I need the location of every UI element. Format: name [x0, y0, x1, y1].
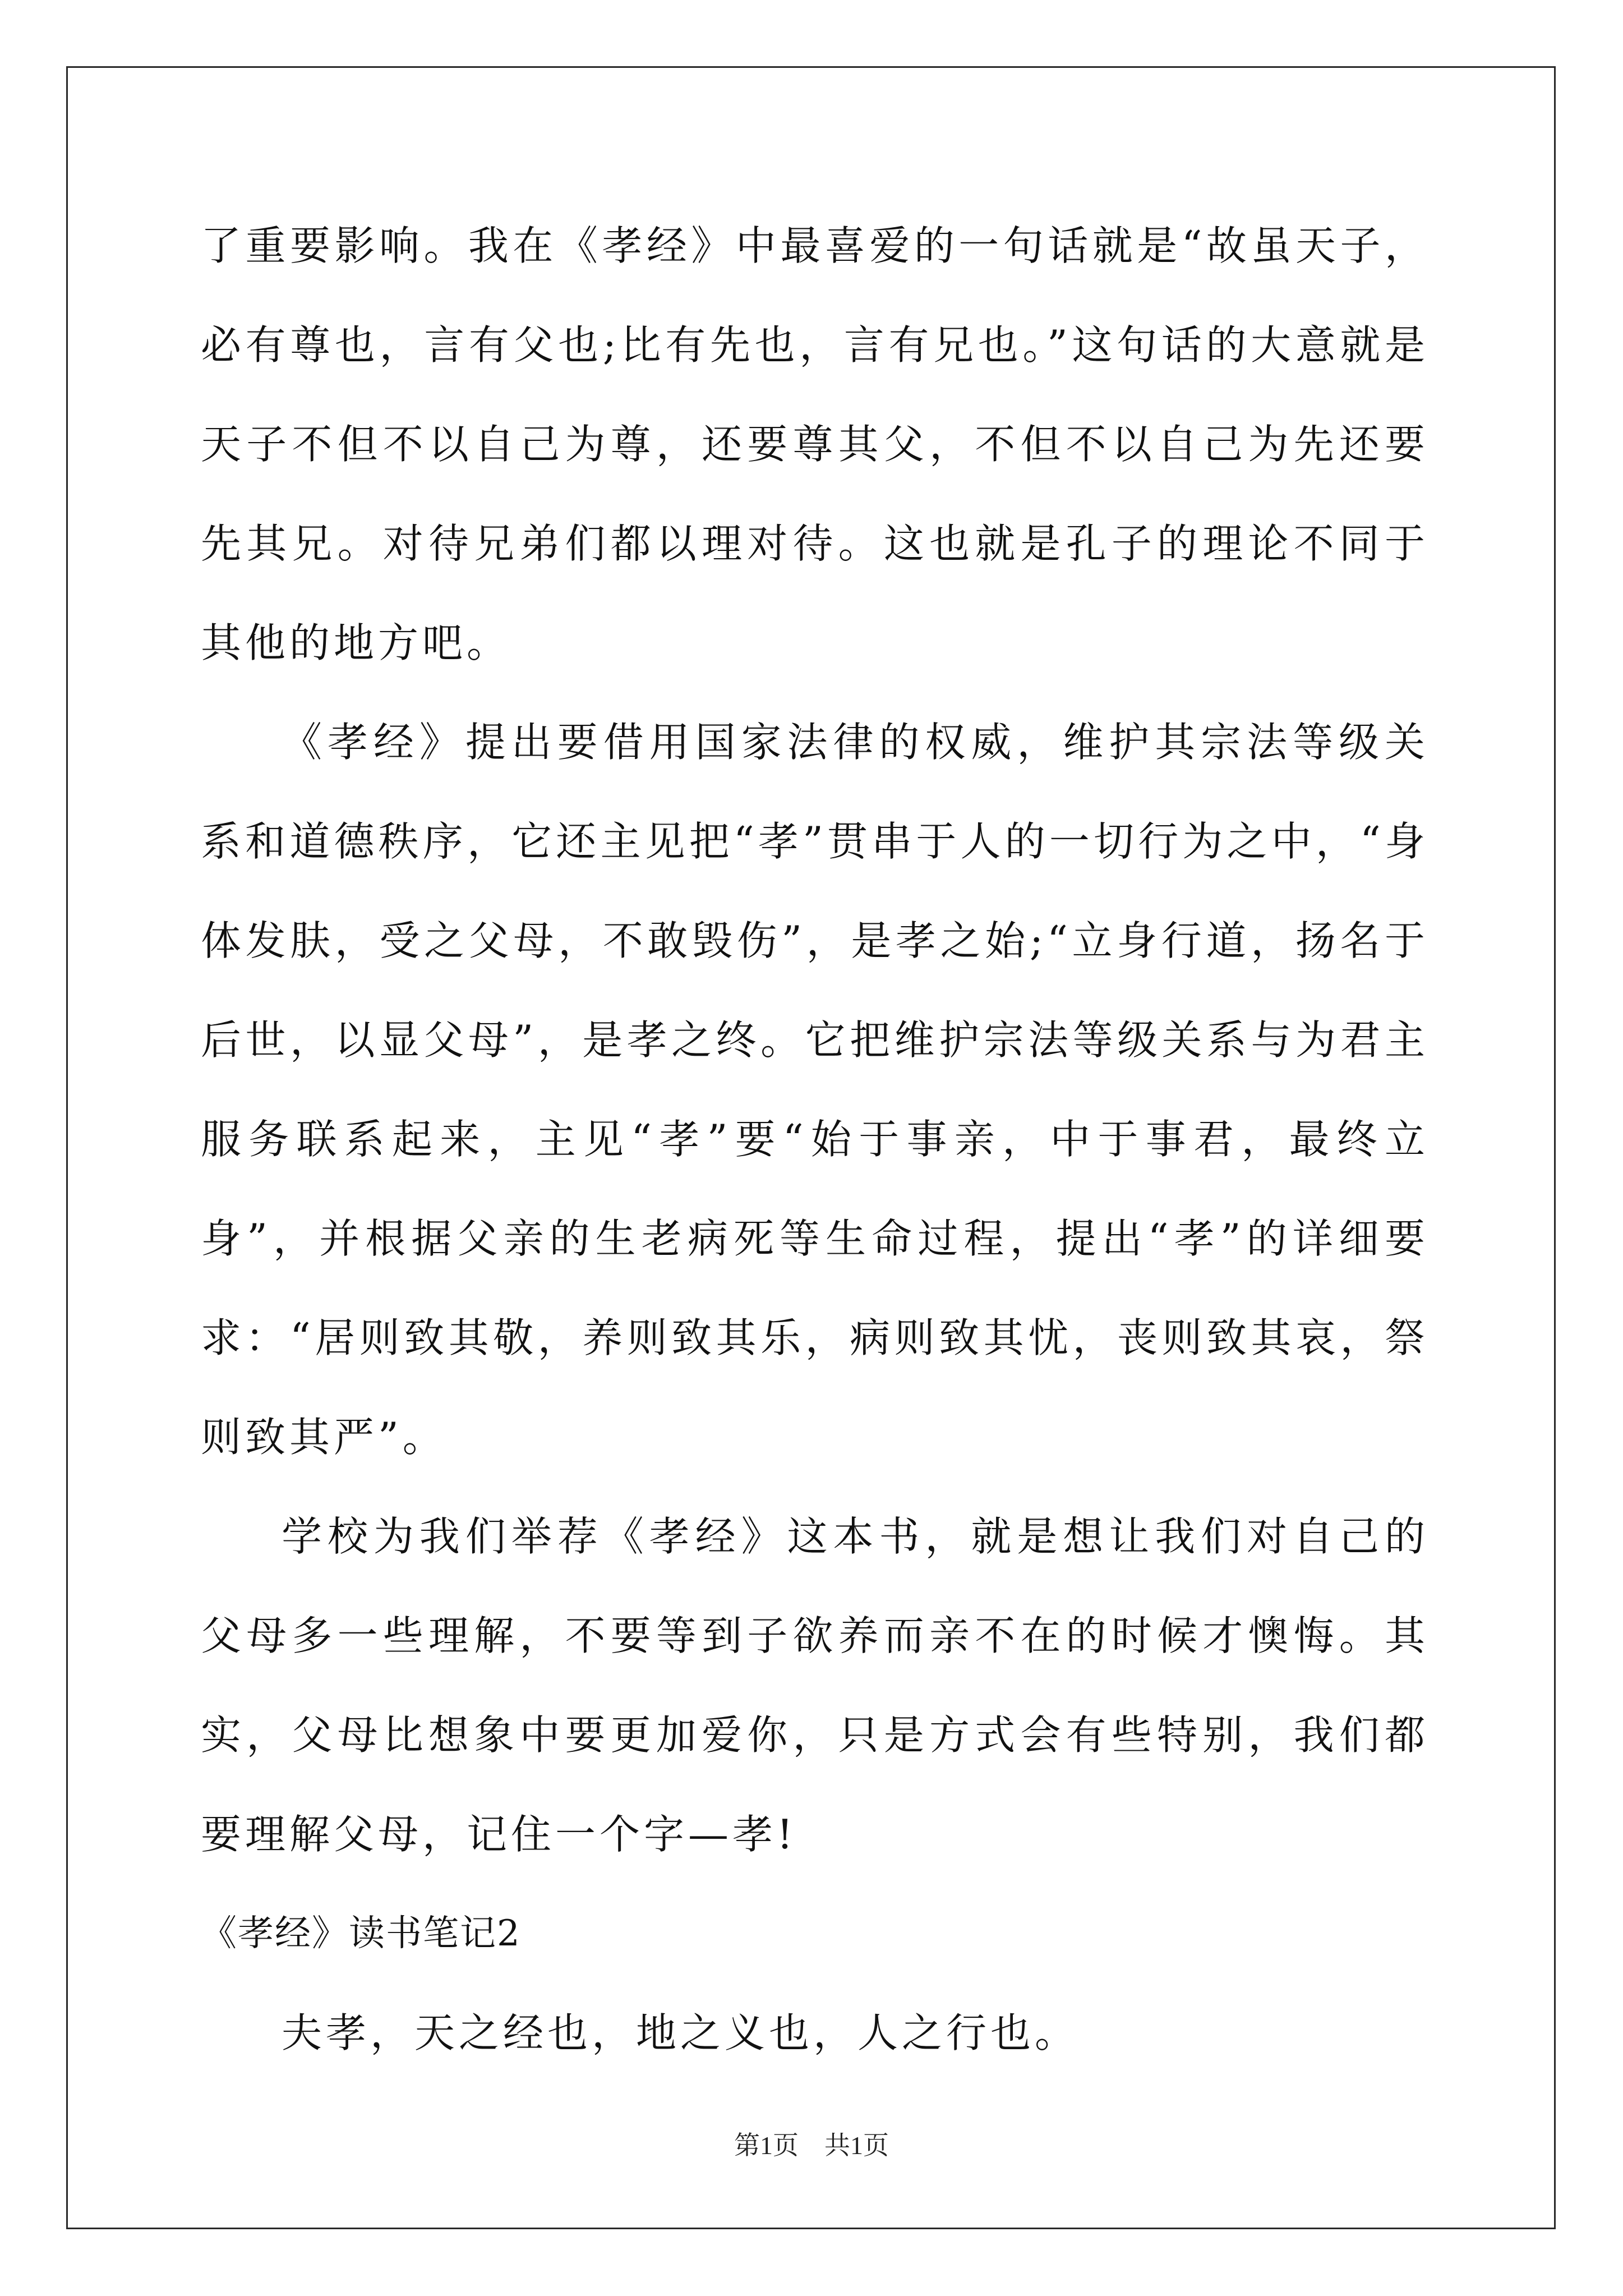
- section-title: 《孝经》读书笔记2: [201, 1913, 521, 1954]
- page-footer: [0, 2129, 1623, 2162]
- paragraph-2: 《孝经》提出要借用国家法律的权威，维护其宗法等级关系和道德秩序，它还主见把“孝”贯串于人的一切行为之中，“身体发肤，受之父母，不敢毁伤”，是孝之始;“立身行道，扬名于后世，以显父母”，是孝之终。它把维护宗法等级关系与为君主服务联系起来，主见“孝”要“始于事亲，中于事君，最终立身”，并根据父亲的生老病死等生命过程，提出“孝”的详细要求：“居则致其敬，养则致其乐，病则致其忧，丧则致其哀，祭则致其严”。: [201, 719, 1429, 1461]
- page-total: 共1页: [824, 2131, 889, 2160]
- page-number: 第1页: [734, 2131, 799, 2160]
- document-body: [201, 196, 1429, 2083]
- paragraph-3: 学校为我们举荐《孝经》这本书，就是想让我们对自己的父母多一些理解，不要等到子欲养而亲不在的时候才懊悔。其实，父母比想象中要更加爱你，只是方式会有些特别，我们都要理解父母，记住一个字—孝!: [201, 1513, 1429, 1858]
- paragraph-1: 了重要影响。我在《孝经》中最喜爱的一句话就是“故虽天子，必有尊也，言有父也;比有先也，言有兄也。”这句话的大意就是天子不但不以自己为尊，还要尊其父，不但不以自己为先还要先其兄。对待兄弟们都以理对待。这也就是孔子的理论不同于其他的地方吧。: [201, 222, 1429, 666]
- paragraph-4: 夫孝，天之经也，地之义也，人之行也。: [282, 2009, 1080, 2056]
